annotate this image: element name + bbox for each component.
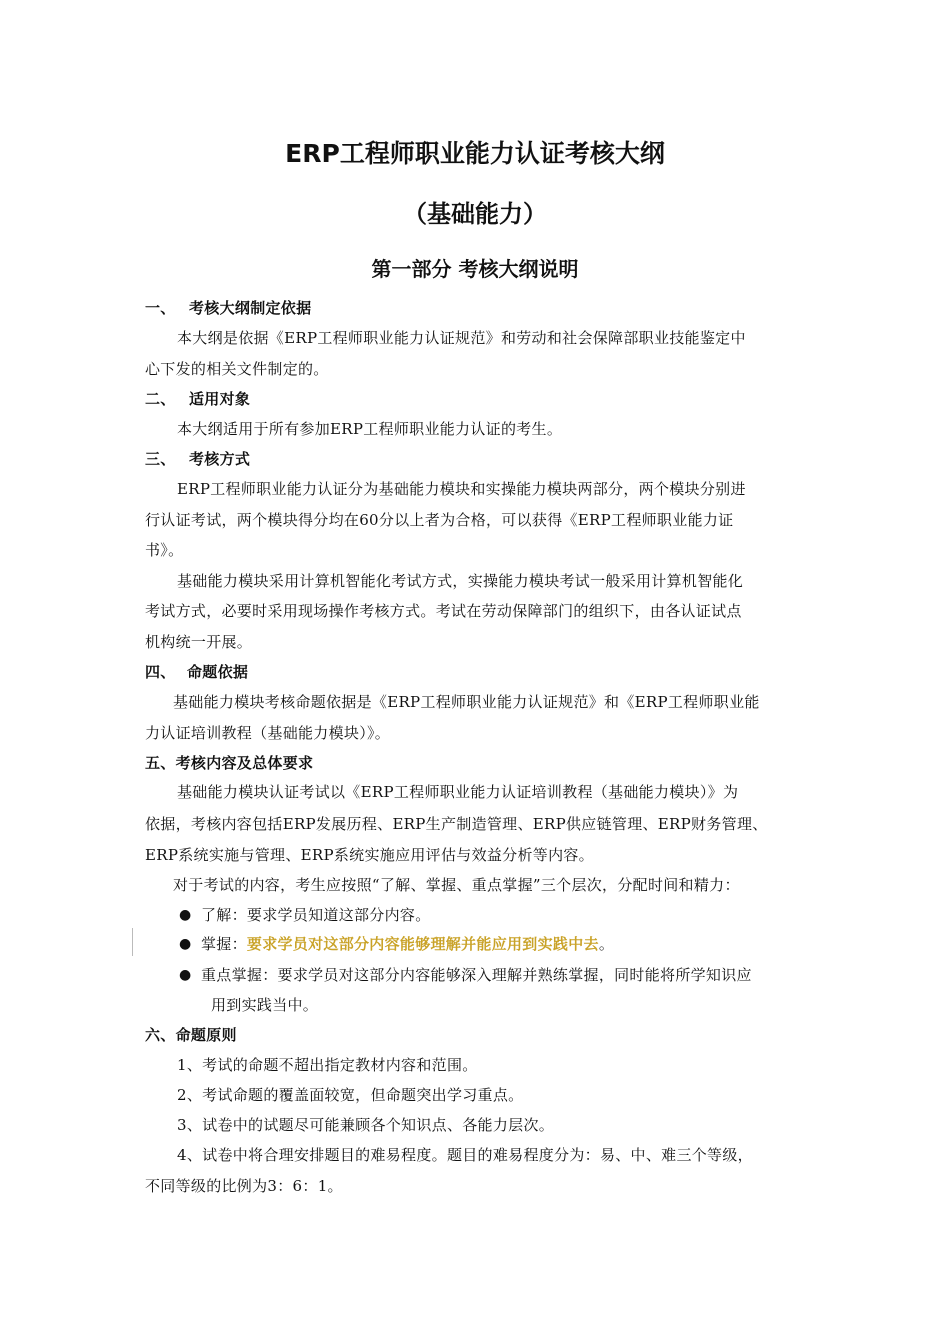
bullet-item (201, 934, 881, 954)
paragraph-line: 不同等级的比例为3：6：1。 (145, 1177, 343, 1195)
bullet-continuation: 用到实践当中。 (211, 996, 319, 1014)
bullet-label: 了解： (201, 906, 247, 924)
paragraph-line: 心下发的相关文件制定的。 (145, 360, 329, 378)
paragraph-line: 2、考试命题的覆盖面较宽，但命题突出学习重点。 (177, 1086, 524, 1104)
paragraph-line: 对于考试的内容，考生应按照“了解、掌握、重点掌握”三个层次，分配时间和精力： (173, 876, 740, 894)
section-number: 四、 (145, 663, 176, 681)
paragraph-line: 基础能力模块认证考试以《ERP工程师职业能力认证培训教程（基础能力模块）》为 (177, 783, 739, 801)
section-title: 适用对象 (189, 390, 251, 408)
section-heading-2 (145, 389, 825, 409)
paragraph-line: ERP工程师职业能力认证分为基础能力模块和实操能力模块两部分，两个模块分别进 (177, 480, 746, 498)
document-title: ERP工程师职业能力认证考核大纲 (285, 139, 665, 168)
paragraph-line: ERP系统实施与管理、ERP系统实施应用评估与效益分析等内容。 (145, 846, 594, 864)
bullet-icon: ● (179, 907, 192, 923)
paragraph-line: 考试方式，必要时采用现场操作考核方式。考试在劳动保障部门的组织下，由各认证试点 (145, 602, 742, 620)
section-number: 二、 (145, 390, 176, 408)
paragraph-line: 本大纲适用于所有参加ERP工程师职业能力认证的考生。 (177, 420, 563, 438)
part-title: 第一部分 考核大纲说明 (371, 257, 579, 281)
bullet-icon: ● (179, 936, 192, 952)
section-title: 考核大纲制定依据 (189, 299, 312, 317)
bullet-text: 要求学员对这部分内容能够深入理解并熟练掌握，同时能将所学知识应 (277, 966, 752, 984)
paragraph-line: 力认证培训教程（基础能力模块）》。 (145, 724, 391, 742)
section-title: 考核方式 (189, 450, 251, 468)
bullet-label: 重点掌握： (201, 966, 278, 984)
highlighted-text: 要求学员对这部分内容能够理解并能应用到实践中去 (246, 935, 599, 953)
section-heading-1 (145, 298, 825, 318)
paragraph-line: 书》。 (145, 541, 184, 559)
section-number: 三、 (145, 450, 176, 468)
bullet-end: 。 (598, 935, 615, 953)
section-heading-3 (145, 449, 825, 469)
margin-marker (132, 928, 133, 956)
bullet-text: 要求学员知道这部分内容。 (246, 906, 431, 924)
section-heading-5: 五、考核内容及总体要求 (145, 754, 314, 772)
paragraph-line: 行认证考试，两个模块得分均在60分以上者为合格，可以获得《ERP工程师职业能力证 (145, 511, 734, 529)
bullet-item (201, 965, 881, 985)
section-number: 一、 (145, 299, 176, 317)
document-subtitle: （基础能力） (403, 200, 547, 228)
paragraph-line: 4、试卷中将合理安排题目的难易程度。题目的难易程度分为：易、中、难三个等级， (177, 1146, 753, 1164)
paragraph-line: 本大纲是依据《ERP工程师职业能力认证规范》和劳动和社会保障部职业技能鉴定中 (177, 329, 746, 347)
bullet-label: 掌握： (201, 935, 247, 953)
section-heading-6: 六、命题原则 (145, 1026, 237, 1044)
paragraph-line: 机构统一开展。 (145, 633, 253, 651)
paragraph-line: 依据，考核内容包括ERP发展历程、ERP生产制造管理、ERP供应链管理、ERP财务管理、 (145, 815, 768, 833)
bullet-item (201, 905, 881, 925)
paragraph-line: 基础能力模块考核命题依据是《ERP工程师职业能力认证规范》和《ERP工程师职业能 (173, 693, 760, 711)
section-title: 命题依据 (187, 663, 249, 681)
paragraph-line: 基础能力模块采用计算机智能化考试方式，实操能力模块考试一般采用计算机智能化 (177, 572, 744, 590)
paragraph-line: 3、试卷中的试题尽可能兼顾各个知识点、各能力层次。 (177, 1116, 555, 1134)
section-heading-4 (145, 662, 825, 682)
bullet-icon: ● (179, 967, 192, 983)
paragraph-line: 1、考试的命题不超出指定教材内容和范围。 (177, 1056, 478, 1074)
